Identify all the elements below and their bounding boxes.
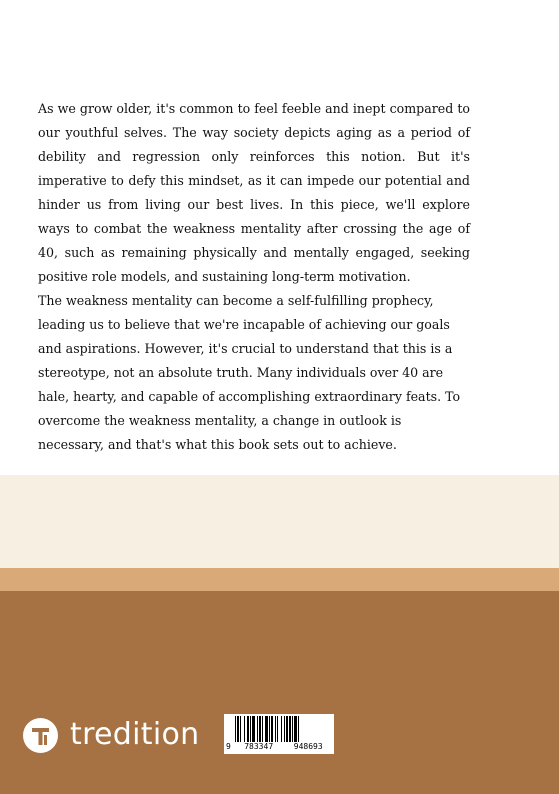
tan-band (0, 568, 559, 591)
back-cover-text (38, 97, 470, 457)
tredition-logo-icon (23, 718, 58, 753)
publisher-logo (23, 717, 199, 753)
barcode-digits (226, 742, 332, 752)
isbn-barcode (224, 714, 334, 754)
barcode-left-group: 783347 (244, 742, 274, 751)
brown-band (0, 591, 559, 794)
barcode-first-digit: 9 (226, 742, 231, 751)
barcode-right-group: 948693 (293, 742, 323, 751)
cream-band (0, 475, 559, 568)
publisher-name: tredition (70, 717, 200, 752)
paragraph-2: The weakness mentality can become a self-fulfilling prophecy, leading us to believe that we're incapable of achieving our goals and aspirations. However, it's crucial to understand that this is a stereotype, not an absolute truth. Many individuals over 40 are hale, hearty, and capable of accomplishing extraordinary feats. To overcome the weakness mentality, a change in outlook is necessary, and that's what this book sets out to achieve. (38, 293, 461, 452)
paragraph-1: As we grow older, it's common to feel feeble and inept compared to our youthful selves. The way society depicts aging as a period of debility and regression only reinforces this notion. But it's imperative to defy this mindset, as it can impede our potential and hinder us from living our best lives. In this piece, we'll explore ways to combat the weakness mentality after crossing the age of 40, such as remaining physically and mentally engaged, seeking positive role models, and sustaining long-term motivation. (38, 101, 470, 284)
